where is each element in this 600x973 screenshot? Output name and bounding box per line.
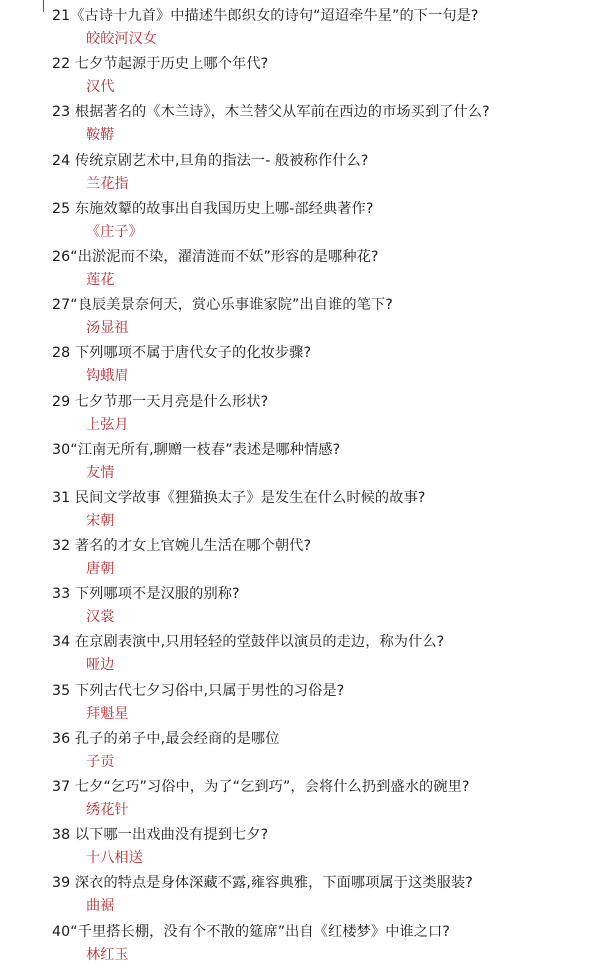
answer-text: 宋朝 xyxy=(86,512,115,529)
qa-item xyxy=(0,723,600,771)
question-text: 39 深衣的特点是身体深藏不露,雍容典雅，下面哪项属于这类服装? xyxy=(52,875,473,892)
qa-item xyxy=(0,482,600,530)
question-text: 31 民间文学故事《狸猫换太子》是发生在什么时候的故事? xyxy=(52,489,426,506)
qa-item xyxy=(0,0,600,48)
answer-text: 莲花 xyxy=(86,271,115,288)
answer-text: 皎皎河汉女 xyxy=(86,31,157,47)
qa-item xyxy=(0,675,600,723)
answer-text: 《庄子》 xyxy=(86,223,143,240)
question-text: 40“千里搭长棚，没有个不散的筵席”出自《红楼梦》中谁之口? xyxy=(52,923,450,940)
question-text: 28 下列哪项不属于唐代女子的化妆步骤? xyxy=(52,345,312,362)
answer-text: 哑边 xyxy=(86,657,115,674)
answer-text: 十八相送 xyxy=(86,850,143,867)
qa-item xyxy=(0,386,600,434)
answer-text: 兰花指 xyxy=(86,175,129,192)
qa-item xyxy=(0,867,600,915)
qa-item xyxy=(0,145,600,193)
answer-text: 子贡 xyxy=(86,753,115,770)
question-text: 22 七夕节起源于历史上哪个年代? xyxy=(52,56,269,73)
qa-item xyxy=(0,626,600,674)
qa-item xyxy=(0,530,600,578)
qa-item xyxy=(0,771,600,819)
qa-item xyxy=(0,241,600,289)
question-text: 25 东施效颦的故事出自我国历史上哪-部经典著作? xyxy=(52,200,374,217)
answer-text: 汤显祖 xyxy=(86,320,129,337)
answer-text: 曲裾 xyxy=(86,898,115,915)
question-text: 23 根据著名的《木兰诗》，木兰替父从军前在西边的市场买到了什么? xyxy=(52,104,490,121)
question-text: 32 著名的才女上官婉儿生活在哪个朝代? xyxy=(52,538,312,555)
answer-text: 鞍鞯 xyxy=(86,127,115,144)
question-text: 34 在京剧表演中,只用轻轻的堂鼓伴以演员的走边，称为什么? xyxy=(52,634,445,651)
qa-item xyxy=(0,48,600,96)
qa-item xyxy=(0,289,600,337)
qa-item xyxy=(0,96,600,144)
qa-item xyxy=(0,819,600,867)
answer-text: 拜魁星 xyxy=(86,705,129,722)
question-text: 29 七夕节那一天月亮是什么形状? xyxy=(52,393,269,410)
qa-item xyxy=(0,193,600,241)
qa-item xyxy=(0,578,600,626)
question-text: 27“良辰美景奈何天，赏心乐事谁家院”出自谁的笔下? xyxy=(52,297,393,314)
answer-text: 汉裳 xyxy=(86,609,115,626)
question-text: 26“出淤泥而不染，濯清涟而不妖”形容的是哪种花? xyxy=(52,248,379,265)
question-text: 24 传统京剧艺术中,旦角的指法一- 般被称作什么? xyxy=(52,152,369,169)
answer-text: 上弦月 xyxy=(86,416,129,433)
answer-text: 汉代 xyxy=(86,79,115,96)
question-text: 36 孔子的弟子中,最会经商的是哪位 xyxy=(52,730,280,747)
answer-text: 友情 xyxy=(86,464,115,481)
answer-text: 钩蛾眉 xyxy=(86,368,129,385)
question-text: 37 七夕“乞巧”习俗中，为了“乞到巧”，会将什么扔到盛水的碗里? xyxy=(52,779,470,795)
qa-item xyxy=(0,337,600,385)
question-text: 21《古诗十九首》中描述牛郎织女的诗句“迢迢牵牛星”的下一句是? xyxy=(52,8,479,24)
question-text: 33 下列哪项不是汉服的别称? xyxy=(52,586,240,603)
answer-text: 绣花针 xyxy=(86,802,129,818)
answer-text: 林红玉 xyxy=(86,946,129,963)
qa-item xyxy=(0,916,600,964)
answer-text: 唐朝 xyxy=(86,561,115,578)
question-text: 35 下列古代七夕习俗中,只属于男性的习俗是? xyxy=(52,682,345,699)
question-text: 38 以下哪一出戏曲没有提到七夕? xyxy=(52,827,269,844)
question-text: 30“江南无所有,聊赠一枝春”表述是哪种情感? xyxy=(52,441,341,458)
qa-item xyxy=(0,434,600,482)
